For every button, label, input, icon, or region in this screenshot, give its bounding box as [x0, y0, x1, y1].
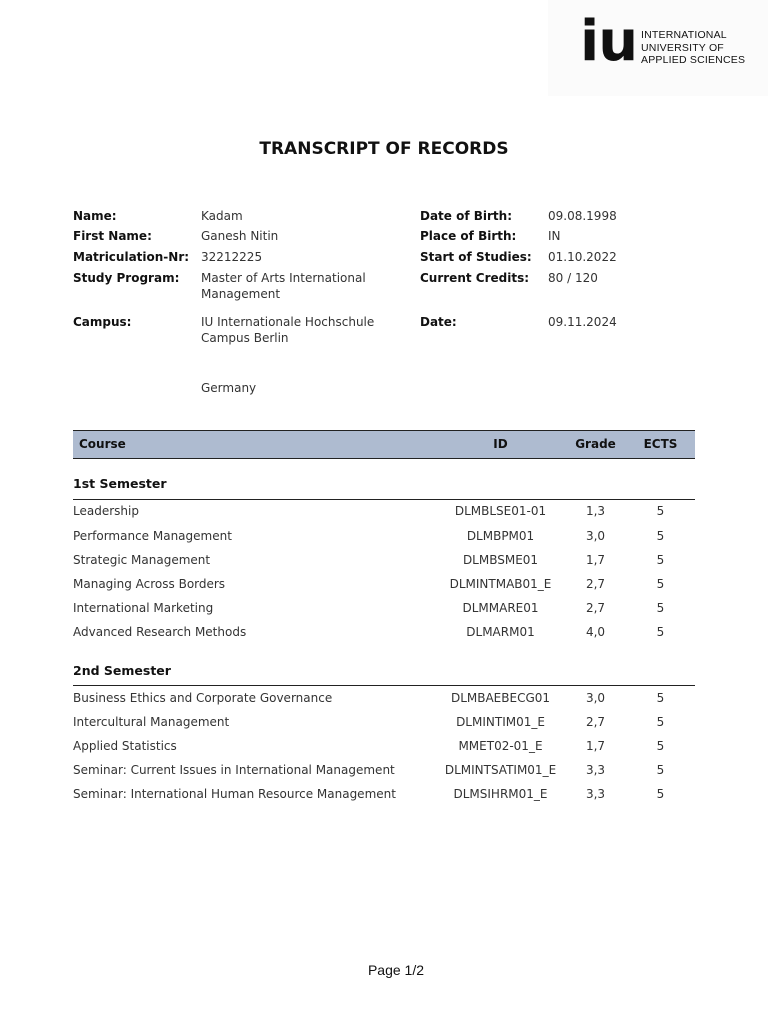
column-header-grade: Grade	[575, 437, 616, 451]
table-row	[73, 691, 695, 709]
course-name: Advanced Research Methods	[73, 625, 247, 639]
table-row	[73, 577, 695, 595]
course-grade: 3,0	[585, 691, 606, 705]
course-ects: 5	[656, 577, 665, 591]
course-id: DLMBSME01	[462, 553, 539, 567]
course-name: Strategic Management	[73, 553, 211, 567]
course-id: DLMARM01	[466, 625, 535, 639]
course-ects: 5	[656, 529, 665, 543]
document-title: TRANSCRIPT OF RECORDS	[259, 139, 509, 159]
logo-line: UNIVERSITY OF	[641, 41, 724, 54]
column-header-ects: ECTS	[643, 437, 678, 451]
course-grade: 3,0	[585, 529, 606, 543]
table-row	[73, 504, 695, 522]
course-name: Business Ethics and Corporate Governance	[73, 691, 333, 705]
column-header-id: ID	[493, 437, 508, 451]
country-value: Germany	[201, 381, 257, 395]
page-number: Page 1/2	[367, 962, 425, 978]
logo-mark: iu	[580, 9, 638, 74]
table-row	[73, 787, 695, 805]
course-grade: 2,7	[585, 577, 606, 591]
course-grade: 3,3	[585, 763, 606, 777]
course-id: MMET02-01_E	[458, 739, 543, 753]
table-row	[73, 763, 695, 781]
pob-value: IN	[548, 229, 561, 243]
course-grade: 4,0	[585, 625, 606, 639]
course-id: DLMINTSATIM01_E	[444, 763, 557, 777]
study-program-label: Study Program:	[73, 271, 180, 285]
table-row	[73, 715, 695, 733]
first-name-value: Ganesh Nitin	[201, 229, 279, 243]
dob-value: 09.08.1998	[548, 209, 617, 223]
table-row	[73, 739, 695, 757]
course-ects: 5	[656, 625, 665, 639]
course-grade: 2,7	[585, 715, 606, 729]
course-name: Intercultural Management	[73, 715, 230, 729]
semester-divider	[73, 499, 695, 500]
logo-text	[641, 29, 745, 67]
current-credits-label: Current Credits:	[420, 271, 530, 285]
course-ects: 5	[656, 601, 665, 615]
column-header-course: Course	[79, 437, 126, 451]
study-program-value: Master of Arts International Management	[201, 271, 366, 301]
course-name: Seminar: International Human Resource Management	[73, 787, 396, 801]
semester-heading: 1st Semester	[73, 476, 167, 491]
table-row	[73, 601, 695, 619]
logo-line: APPLIED SCIENCES	[641, 54, 746, 66]
name-value: Kadam	[201, 209, 243, 223]
semester-divider	[73, 685, 695, 686]
date-value: 09.11.2024	[548, 315, 617, 329]
course-ects: 5	[656, 739, 665, 753]
course-id: DLMBAEBECG01	[450, 691, 551, 705]
course-name: Leadership	[73, 504, 139, 518]
table-row	[73, 553, 695, 571]
course-grade: 1,7	[585, 739, 606, 753]
course-id: DLMBPM01	[466, 529, 535, 543]
course-ects: 5	[656, 504, 665, 518]
pob-label: Place of Birth:	[420, 229, 517, 243]
course-name: Managing Across Borders	[73, 577, 226, 591]
table-header	[73, 430, 695, 459]
course-name: Seminar: Current Issues in International Management	[73, 763, 395, 777]
current-credits-value: 80 / 120	[548, 271, 598, 285]
matriculation-label: Matriculation-Nr:	[73, 250, 190, 264]
course-id: DLMSIHRM01_E	[453, 787, 548, 801]
course-grade: 3,3	[585, 787, 606, 801]
course-ects: 5	[656, 787, 665, 801]
campus-label: Campus:	[73, 315, 132, 329]
course-ects: 5	[656, 763, 665, 777]
first-name-label: First Name:	[73, 229, 152, 243]
matriculation-value: 32212225	[201, 250, 263, 264]
course-name: International Marketing	[73, 601, 214, 615]
course-name: Applied Statistics	[73, 739, 177, 753]
table-row	[73, 529, 695, 547]
start-of-studies-value: 01.10.2022	[548, 250, 617, 264]
course-id: DLMBLSE01-01	[454, 504, 547, 518]
name-label: Name:	[73, 209, 117, 223]
course-grade: 1,3	[585, 504, 606, 518]
course-grade: 1,7	[585, 553, 606, 567]
course-name: Performance Management	[73, 529, 232, 543]
semester-heading: 2nd Semester	[73, 663, 171, 678]
course-grade: 2,7	[585, 601, 606, 615]
course-id: DLMMARE01	[462, 601, 539, 615]
dob-label: Date of Birth:	[420, 209, 513, 223]
course-ects: 5	[656, 691, 665, 705]
course-id: DLMINTMAB01_E	[449, 577, 552, 591]
date-label: Date:	[420, 315, 457, 329]
course-ects: 5	[656, 715, 665, 729]
table-row	[73, 625, 695, 643]
logo-line: INTERNATIONAL	[641, 29, 727, 41]
course-ects: 5	[656, 553, 665, 567]
course-id: DLMINTIM01_E	[456, 715, 545, 729]
campus-value: IU Internationale Hochschule Campus Berlin	[201, 315, 375, 345]
start-of-studies-label: Start of Studies:	[420, 250, 532, 264]
